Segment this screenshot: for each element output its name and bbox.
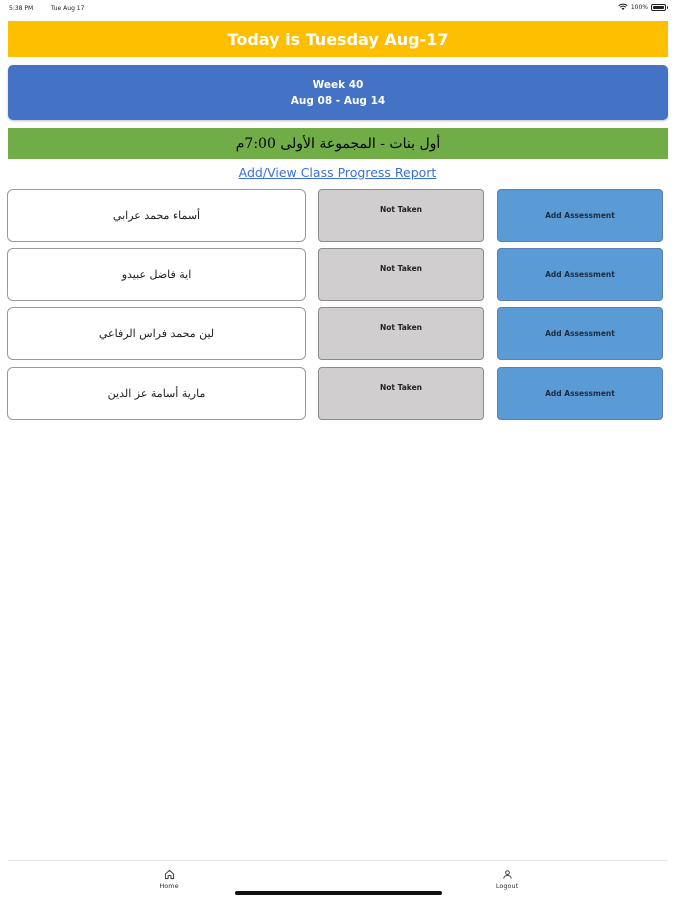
assessment-status: Not Taken bbox=[318, 248, 484, 301]
wifi-icon bbox=[618, 3, 628, 11]
home-icon bbox=[164, 869, 175, 880]
add-assessment-button[interactable]: Add Assessment bbox=[497, 189, 663, 242]
status-time: 5:38 PM bbox=[9, 5, 34, 12]
today-banner: Today is Tuesday Aug-17 bbox=[8, 21, 668, 57]
assessment-status: Not Taken bbox=[318, 189, 484, 242]
student-name: مارية أسامة عز الدين bbox=[7, 367, 306, 420]
person-icon bbox=[502, 869, 513, 880]
tab-logout[interactable] bbox=[477, 869, 537, 890]
add-assessment-button[interactable]: Add Assessment bbox=[497, 307, 663, 360]
tab-home-label: Home bbox=[159, 882, 179, 890]
student-row bbox=[7, 248, 663, 301]
week-range: Aug 08 - Aug 14 bbox=[290, 94, 386, 107]
status-bar bbox=[0, 0, 675, 16]
tab-logout-label: Logout bbox=[495, 882, 519, 890]
progress-report-link[interactable]: Add/View Class Progress Report bbox=[238, 165, 437, 180]
status-right bbox=[618, 3, 666, 11]
status-date: Tue Aug 17 bbox=[51, 5, 85, 12]
tab-home[interactable] bbox=[139, 869, 199, 890]
battery-percent: 100% bbox=[630, 3, 648, 11]
student-name: أسماء محمد عرابي bbox=[7, 189, 306, 242]
assessment-status: Not Taken bbox=[318, 307, 484, 360]
add-assessment-button[interactable]: Add Assessment bbox=[497, 248, 663, 301]
group-time: 7:00م bbox=[235, 135, 276, 152]
student-row bbox=[7, 367, 663, 420]
battery-icon bbox=[651, 4, 666, 11]
week-banner bbox=[8, 65, 668, 120]
home-indicator bbox=[235, 891, 442, 895]
group-banner bbox=[8, 128, 668, 159]
student-name: اية فاضل عبيدو bbox=[7, 248, 306, 301]
assessment-status: Not Taken bbox=[318, 367, 484, 420]
student-row bbox=[7, 189, 663, 242]
student-name: لين محمد فراس الرفاعي bbox=[7, 307, 306, 360]
add-assessment-button[interactable]: Add Assessment bbox=[497, 367, 663, 420]
group-name: أول بنات - المجموعة الأولى bbox=[280, 135, 441, 152]
student-row bbox=[7, 307, 663, 360]
week-title: Week 40 bbox=[312, 78, 364, 91]
